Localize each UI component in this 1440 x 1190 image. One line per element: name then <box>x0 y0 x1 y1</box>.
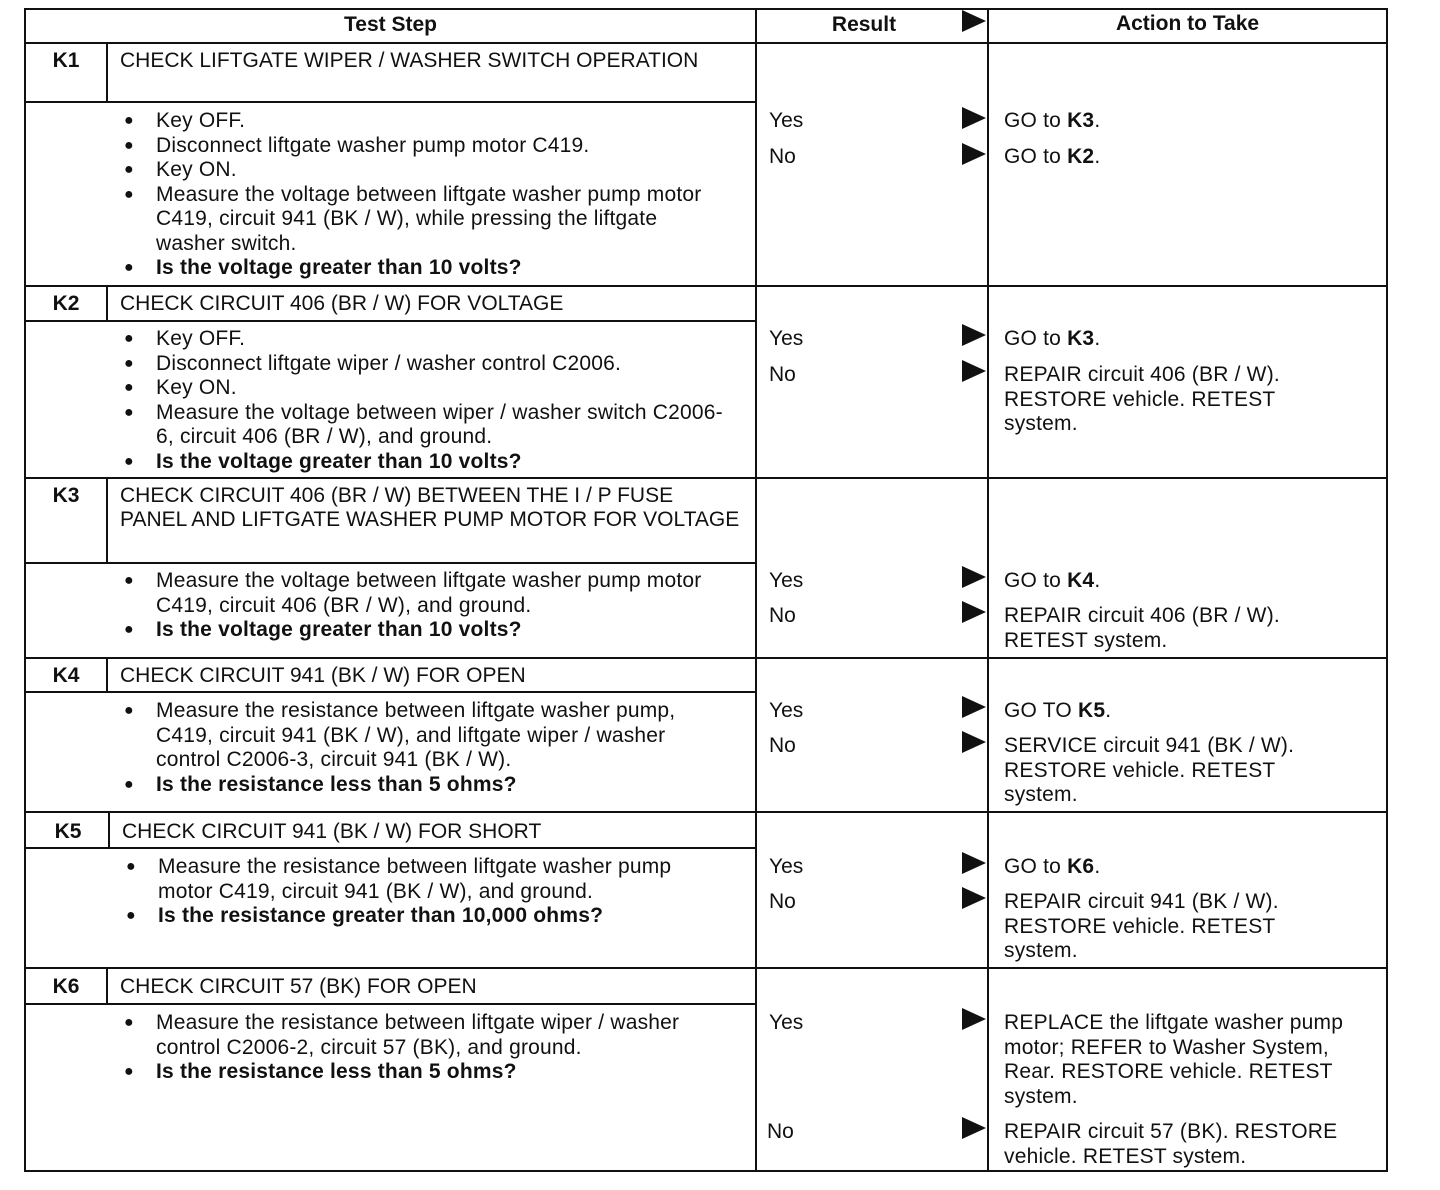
step-id: K5 <box>54 820 82 843</box>
result-no: No <box>769 145 796 168</box>
step-question: ● Is the resistance less than 5 ohms? <box>124 773 724 798</box>
list-item: ● Key OFF. <box>124 109 724 134</box>
step-reference: K6 <box>1067 855 1095 878</box>
list-item: ● Measure the voltage between wiper / washer switch C2006-6, circuit 406 (BR / W), and ground. <box>124 401 734 450</box>
action-no: REPAIR circuit 406 (BR / W). RETEST system. <box>1004 604 1280 652</box>
result-no: No <box>769 604 796 627</box>
result-yes: Yes <box>769 569 804 592</box>
arrow-icon <box>962 566 986 588</box>
result-no: No <box>767 1120 794 1143</box>
action-no: GO to K2. <box>1004 145 1101 168</box>
arrow-icon <box>962 107 986 129</box>
action-yes: GO to K4. <box>1004 569 1101 592</box>
step-reference: K5 <box>1077 699 1106 722</box>
step-reference: K3 <box>1067 327 1095 350</box>
step-question: ● Is the voltage greater than 10 volts? <box>124 618 724 643</box>
step-question: ● Is the resistance less than 5 ohms? <box>124 1060 724 1085</box>
action-no: REPAIR circuit 57 (BK). RESTORE vehicle. RETEST system. <box>1004 1120 1338 1168</box>
step-question: ● Is the voltage greater than 10 volts? <box>124 450 734 475</box>
step-title: CHECK CIRCUIT 941 (BK / W) FOR SHORT <box>122 820 542 843</box>
list-item: ● Disconnect liftgate washer pump motor C419. <box>124 134 724 159</box>
result-yes: Yes <box>769 327 804 350</box>
result-yes: Yes <box>769 699 804 722</box>
step-id: K2 <box>52 292 80 315</box>
step-question: ● Is the resistance greater than 10,000 ohms? <box>126 904 726 929</box>
action-no: REPAIR circuit 941 (BK / W). RESTORE vehicle. RETEST system. <box>1004 890 1279 962</box>
action-no: SERVICE circuit 941 (BK / W). RESTORE vehicle. RETEST system. <box>1004 734 1295 806</box>
step-id: K4 <box>52 664 80 687</box>
result-no: No <box>769 363 796 386</box>
header-test-step: Test Step <box>344 13 437 36</box>
arrow-icon <box>962 601 986 623</box>
action-yes: GO TO K5. <box>1004 699 1112 722</box>
step-question: ● Is the voltage greater than 10 volts? <box>124 256 724 281</box>
arrow-icon <box>962 360 986 382</box>
result-no: No <box>769 734 796 757</box>
action-yes: GO to K6. <box>1004 855 1101 878</box>
action-yes: GO to K3. <box>1004 327 1101 350</box>
arrow-icon <box>962 1008 986 1030</box>
list-item: ● Measure the resistance between liftgate washer pump motor C419, circuit 941 (BK / W), and ground. <box>126 855 726 904</box>
arrow-icon <box>962 887 986 909</box>
result-yes: Yes <box>769 855 804 878</box>
step-instructions <box>124 109 724 281</box>
header-result: Result <box>831 13 897 36</box>
step-reference: K4 <box>1067 569 1095 592</box>
list-item: ● Disconnect liftgate wiper / washer control C2006. <box>124 352 734 377</box>
arrow-icon <box>962 1117 986 1139</box>
step-reference: K2 <box>1067 145 1095 168</box>
step-title: CHECK CIRCUIT 57 (BK) FOR OPEN <box>120 975 477 998</box>
list-item: ● Measure the resistance between liftgate washer pump, C419, circuit 941 (BK / W), and liftgate wiper / washer control C2006-3, circuit 941 (BK / W). <box>124 699 724 773</box>
step-instructions <box>124 699 724 797</box>
arrow-icon <box>962 143 986 165</box>
step-instructions <box>124 569 724 643</box>
result-yes: Yes <box>769 109 804 132</box>
step-title: CHECK CIRCUIT 406 (BR / W) BETWEEN THE I / P FUSE PANEL AND LIFTGATE WASHER PUMP MOTOR FOR VOLTAGE <box>120 484 740 531</box>
list-item: ● Key OFF. <box>124 327 734 352</box>
list-item: ● Key ON. <box>124 376 734 401</box>
result-yes: Yes <box>769 1011 804 1034</box>
step-id: K3 <box>52 484 80 507</box>
list-item: ● Measure the voltage between liftgate washer pump motor C419, circuit 941 (BK / W), while pressing the liftgate washer switch. <box>124 183 724 257</box>
result-no: No <box>769 890 796 913</box>
arrow-icon <box>962 852 986 874</box>
step-instructions <box>126 855 726 929</box>
step-title: CHECK CIRCUIT 941 (BK / W) FOR OPEN <box>120 664 526 687</box>
list-item: ● Measure the voltage between liftgate washer pump motor C419, circuit 406 (BR / W), and ground. <box>124 569 724 618</box>
step-id: K1 <box>52 49 80 72</box>
header-arrow-icon <box>962 10 986 32</box>
header-action: Action to Take <box>1115 12 1260 35</box>
step-reference: K3 <box>1067 109 1095 132</box>
step-title: CHECK LIFTGATE WIPER / WASHER SWITCH OPERATION <box>120 49 699 72</box>
list-item: ● Key ON. <box>124 158 724 183</box>
action-no: REPAIR circuit 406 (BR / W). RESTORE vehicle. RETEST system. <box>1004 363 1280 435</box>
step-instructions <box>124 327 734 474</box>
step-instructions <box>124 1011 724 1085</box>
action-yes: GO to K3. <box>1004 109 1101 132</box>
arrow-icon <box>962 731 986 753</box>
list-item: ● Measure the resistance between liftgate wiper / washer control C2006-2, circuit 57 (BK), and ground. <box>124 1011 724 1060</box>
action-yes: REPLACE the liftgate washer pump motor; REFER to Washer System, Rear. RESTORE vehicle. RETEST system. <box>1004 1011 1344 1108</box>
step-id: K6 <box>52 975 80 998</box>
arrow-icon <box>962 324 986 346</box>
step-title: CHECK CIRCUIT 406 (BR / W) FOR VOLTAGE <box>120 292 564 315</box>
arrow-icon <box>962 696 986 718</box>
